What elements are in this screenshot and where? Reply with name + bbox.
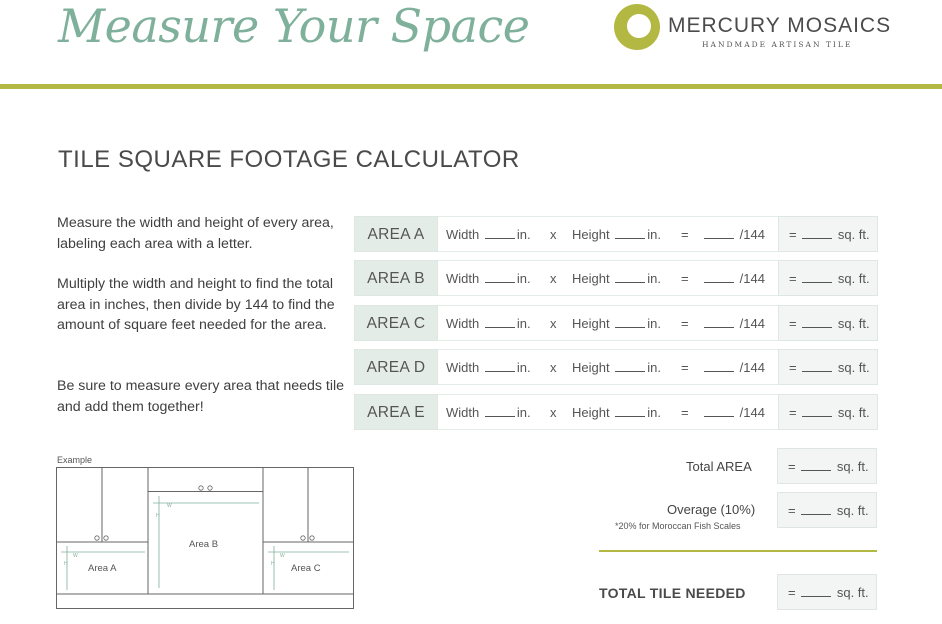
divisor: /144 xyxy=(739,271,765,286)
total-area-label: Total AREA xyxy=(686,459,752,474)
sqft-unit: sq. ft. xyxy=(837,405,870,420)
height-unit: in. xyxy=(647,271,661,286)
times-sign: x xyxy=(550,227,557,242)
knob-icon xyxy=(104,536,108,540)
height-unit: in. xyxy=(647,227,661,242)
times-sign: x xyxy=(550,360,557,375)
sqft-input[interactable] xyxy=(802,404,832,417)
overage-input[interactable] xyxy=(801,502,831,515)
sqft-input[interactable] xyxy=(802,359,832,372)
area-a-h-label: H xyxy=(64,561,68,567)
divisor: /144 xyxy=(739,405,765,420)
height-input[interactable] xyxy=(615,270,645,283)
result-equals: = xyxy=(789,360,797,375)
height-label: Height xyxy=(572,405,610,420)
total-tile-needed-label: TOTAL TILE NEEDED xyxy=(599,585,746,601)
product-input[interactable] xyxy=(704,404,734,417)
result-equals: = xyxy=(789,316,797,331)
center-cabinet xyxy=(148,468,263,492)
total-input[interactable] xyxy=(801,584,831,597)
width-label: Width xyxy=(446,316,480,331)
equals-sign: = xyxy=(681,360,689,375)
product-input[interactable] xyxy=(704,270,734,283)
overage-label: Overage (10%) xyxy=(667,502,756,517)
area-equation xyxy=(438,260,778,296)
sqft-result xyxy=(778,216,878,252)
times-sign: x xyxy=(550,405,557,420)
total-area-equals: = xyxy=(788,459,796,474)
brand-logo xyxy=(614,4,904,54)
instruction-3: Be sure to measure every area that needs tile and add them together! xyxy=(57,378,345,415)
height-label: Height xyxy=(572,227,610,242)
area-row-d xyxy=(354,349,878,385)
area-a-w-label: W xyxy=(73,553,78,559)
header-divider xyxy=(0,84,942,89)
instruction-1: Measure the width and height of every area, labeling each area with a letter. xyxy=(57,215,334,252)
overage-unit: sq. ft. xyxy=(836,503,869,518)
sqft-unit: sq. ft. xyxy=(837,316,870,331)
sqft-input[interactable] xyxy=(802,270,832,283)
times-sign: x xyxy=(550,271,557,286)
height-label: Height xyxy=(572,316,610,331)
product-input[interactable] xyxy=(704,315,734,328)
brand-name: MERCURY MOSAICS xyxy=(668,14,892,37)
result-equals: = xyxy=(789,405,797,420)
height-label: Height xyxy=(572,360,610,375)
width-unit: in. xyxy=(516,405,531,420)
width-input[interactable] xyxy=(485,270,515,283)
knob-icon xyxy=(301,536,305,540)
area-row-e xyxy=(354,394,878,430)
result-equals: = xyxy=(789,271,797,286)
overage-note: *20% for Moroccan Fish Scales xyxy=(615,521,741,531)
product-input[interactable] xyxy=(704,359,734,372)
logo-ring-icon xyxy=(614,4,660,50)
width-input[interactable] xyxy=(485,226,515,239)
area-a-label: Area A xyxy=(88,563,117,574)
total-unit: sq. ft. xyxy=(836,585,869,600)
equals-sign: = xyxy=(681,271,689,286)
width-input[interactable] xyxy=(485,404,515,417)
sqft-unit: sq. ft. xyxy=(837,271,870,286)
total-equals: = xyxy=(788,585,796,600)
area-b-w-label: W xyxy=(167,503,172,509)
equals-sign: = xyxy=(681,227,689,242)
instruction-2: Multiply the width and height to find the total area in inches, then divide by 144 to find the amount of square feet needed for the area. xyxy=(57,276,335,333)
area-row-b xyxy=(354,260,878,296)
area-label: AREA E xyxy=(354,394,438,430)
width-unit: in. xyxy=(516,227,531,242)
example-label: Example xyxy=(57,455,93,465)
area-row-a xyxy=(354,216,878,252)
area-b-label: Area B xyxy=(189,539,219,550)
area-c-w-label: W xyxy=(280,553,285,559)
width-unit: in. xyxy=(516,360,531,375)
total-tile-needed-box xyxy=(777,574,877,610)
times-sign: x xyxy=(550,316,557,331)
divisor: /144 xyxy=(739,360,765,375)
area-c-h-label: H xyxy=(271,561,275,567)
height-input[interactable] xyxy=(615,315,645,328)
height-input[interactable] xyxy=(615,404,645,417)
width-input[interactable] xyxy=(485,315,515,328)
sqft-input[interactable] xyxy=(802,226,832,239)
total-area-box xyxy=(777,448,877,484)
area-equation xyxy=(438,216,778,252)
area-label: AREA C xyxy=(354,305,438,341)
summary-divider xyxy=(599,550,877,552)
area-row-c xyxy=(354,305,878,341)
section-title: TILE SQUARE FOOTAGE CALCULATOR xyxy=(58,146,520,173)
width-label: Width xyxy=(446,405,480,420)
sqft-result xyxy=(778,349,878,385)
area-b-h-label: H xyxy=(156,513,160,519)
divisor: /144 xyxy=(739,227,765,242)
product-input[interactable] xyxy=(704,226,734,239)
result-equals: = xyxy=(789,227,797,242)
overage-equals: = xyxy=(788,503,796,518)
width-input[interactable] xyxy=(485,359,515,372)
knob-icon xyxy=(199,486,203,490)
sqft-unit: sq. ft. xyxy=(837,360,870,375)
width-label: Width xyxy=(446,360,480,375)
knob-icon xyxy=(95,536,99,540)
width-unit: in. xyxy=(516,316,531,331)
knob-icon xyxy=(310,536,314,540)
sqft-result xyxy=(778,305,878,341)
sqft-unit: sq. ft. xyxy=(837,227,870,242)
divisor: /144 xyxy=(739,316,765,331)
example-kitchen-diagram xyxy=(55,466,357,612)
total-area-unit: sq. ft. xyxy=(836,459,869,474)
area-label: AREA A xyxy=(354,216,438,252)
total-area-input[interactable] xyxy=(801,458,831,471)
equals-sign: = xyxy=(681,316,689,331)
height-unit: in. xyxy=(647,360,661,375)
area-label: AREA D xyxy=(354,349,438,385)
height-input[interactable] xyxy=(615,359,645,372)
diagram-frame xyxy=(57,468,354,609)
page-title: Measure Your Space xyxy=(58,0,530,53)
knob-icon xyxy=(208,486,212,490)
height-input[interactable] xyxy=(615,226,645,239)
area-equation xyxy=(438,349,778,385)
width-label: Width xyxy=(446,271,480,286)
area-c-label: Area C xyxy=(291,563,321,574)
overage-box xyxy=(777,492,877,528)
area-label: AREA B xyxy=(354,260,438,296)
brand-tagline: HANDMADE ARTISAN TILE xyxy=(702,40,853,49)
sqft-result xyxy=(778,394,878,430)
sqft-input[interactable] xyxy=(802,315,832,328)
area-equation xyxy=(438,305,778,341)
height-unit: in. xyxy=(647,405,661,420)
height-unit: in. xyxy=(647,316,661,331)
area-equation xyxy=(438,394,778,430)
equals-sign: = xyxy=(681,405,689,420)
width-label: Width xyxy=(446,227,480,242)
sqft-result xyxy=(778,260,878,296)
height-label: Height xyxy=(572,271,610,286)
width-unit: in. xyxy=(516,271,531,286)
